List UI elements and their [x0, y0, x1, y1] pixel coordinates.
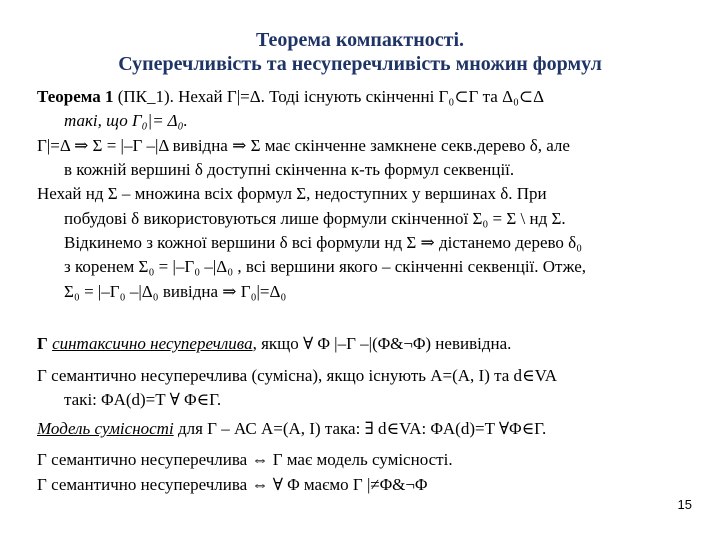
text-line: Γ|=Δ ⇒ Σ = |–Γ –|Δ вивідна ⇒ Σ має скінченне замкнене секв.дерево δ, але [37, 136, 570, 155]
theorem-line [37, 86, 544, 108]
text-line: Нехай нд Σ – множина всіх формул Σ, недоступних у вершинах δ. При [37, 184, 547, 203]
definition-line [37, 333, 511, 355]
theorem-label: Теорема 1 [37, 87, 114, 106]
defined-term: синтаксично несуперечлива [52, 334, 253, 353]
slide-title-line2: Суперечливість та несуперечливість множин формул [118, 53, 602, 75]
definition-text: для Γ – АС A=(A, I) така: ∃ d∈VA: ΦA(d)=T ∀Φ∈Γ. [173, 419, 547, 438]
text-line: в кожній вершині δ доступні скінченна к-ть формул секвенції. [64, 160, 515, 179]
text-line: з коренем Σ₀ = |–Γ₀ –|Δ₀ , всі вершини якого – скінченні секвенції. Отже, [64, 257, 586, 276]
text-line: Γ семантично несуперечлива ⇔ Γ має модель сумісності. [37, 450, 453, 469]
defined-term: Модель сумісності [37, 419, 174, 438]
text-line: побудові δ використовуються лише формули скінченної Σ₀ = Σ \ нд Σ. [64, 209, 566, 228]
text-line: Відкинемо з кожної вершини δ всі формули нд Σ ⇒ дістанемо дерево δ₀ [64, 233, 583, 252]
text-line: такі, що Γ₀|= Δ₀. [64, 111, 188, 130]
slide-title-line1: Теорема компактності. [255, 29, 465, 51]
text-line: Γ семантично несуперечлива ⇔ ∀ Φ маємо Γ |≠Φ&¬Φ [37, 475, 428, 494]
page-number: 15 [677, 497, 692, 512]
text-line: такі: ΦA(d)=T ∀ Φ∈Γ. [64, 390, 222, 409]
text-line: Γ семантично несуперечлива (сумісна), якщо існують A=(A, I) та d∈VA [37, 366, 558, 385]
theorem-statement: (ПК_1). Нехай Γ|=Δ. Тоді існують скінченні Γ₀⊂Γ та Δ₀⊂Δ [113, 87, 545, 106]
definition-line [37, 418, 546, 440]
definition-text: , якщо ∀ Φ |–Γ –|(Φ&¬Φ) невивідна. [252, 334, 512, 353]
text-line: Σ₀ = |–Γ₀ –|Δ₀ вивідна ⇒ Γ₀|=Δ₀ [64, 282, 287, 301]
definition-lead: Γ [37, 334, 48, 353]
